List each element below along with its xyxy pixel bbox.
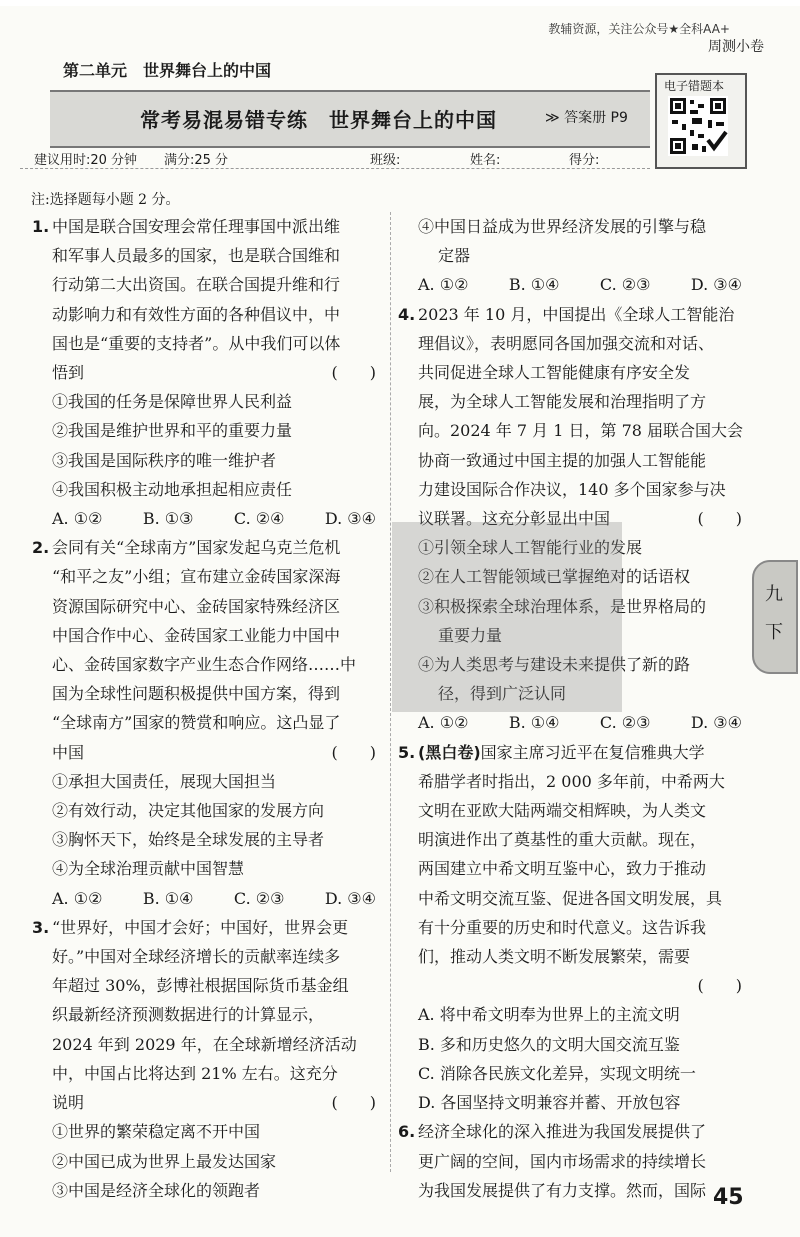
choice-c[interactable]: C. 消除各民族文化差异，实现文明统一 — [418, 1063, 696, 1083]
stem-line: 中国 — [52, 742, 85, 762]
choice-row — [398, 270, 748, 299]
option-statement: ②我国是维护世界和平的重要力量 — [52, 421, 293, 441]
stem-line: 共同促进全球人工智能健康有序安全发 — [418, 363, 691, 383]
option-statement: ④为全球治理贡献中国智慧 — [52, 859, 245, 879]
suggested-time: 建议用时:20 分钟 — [34, 153, 138, 168]
question-tag: (黑白卷) — [418, 742, 481, 762]
score-label: 得分: — [569, 153, 600, 168]
stem-line: 国为全球性问题积极提供中国方案，得到 — [52, 684, 341, 704]
answer-blank[interactable]: ( ) — [331, 1093, 376, 1113]
choice-a[interactable]: A. ①② — [418, 713, 469, 733]
option-statement: ③胸怀天下，始终是全球发展的主导者 — [52, 830, 325, 850]
option-statement: ①我国的任务是保障世界人民利益 — [52, 392, 293, 412]
name-label: 姓名: — [470, 153, 501, 168]
question-1 — [32, 212, 382, 533]
stem-line: “全球南方”国家的赞赏和响应。这凸显了 — [52, 713, 341, 733]
stem-line: 两国建立中希文明互鉴中心，致力于推动 — [418, 859, 707, 879]
column-divider — [390, 212, 391, 1172]
option-statement: ①承担大国责任，展现大国担当 — [52, 771, 277, 791]
stem-line: 明演进作出了奠基性的重大贡献。现在， — [418, 830, 707, 850]
unit-title: 第二单元 世界舞台上的中国 — [63, 61, 272, 80]
choice-a[interactable]: A. ①② — [52, 888, 103, 908]
stem-line: 有十分重要的历史和时代意义。这告诉我 — [418, 917, 707, 937]
stem-line: 国家主席习近平在复信雅典大学 — [480, 742, 705, 762]
choice-b[interactable]: B. ①④ — [508, 713, 560, 733]
stem-line: 好。”中国对全球经济增长的贡献率连续多 — [52, 947, 341, 967]
class-label: 班级: — [370, 153, 401, 168]
option-statement: ④为人类思考与建设未来提供了新的路 — [418, 655, 691, 675]
option-statement: ④中国日益成为世界经济发展的引擎与稳 — [418, 217, 707, 236]
question-2 — [32, 533, 382, 913]
stem-line: “和平之友”小组；宣布建立金砖国家深海 — [52, 567, 341, 587]
instruction-note: 注:选择题每小题 2 分。 — [31, 192, 180, 208]
stem-line: 议联署。这充分彰显出中国 — [418, 509, 611, 529]
option-statement: ③积极探索全球治理体系，是世界格局的 — [418, 596, 707, 616]
stem-line: 2023 年 10 月，中国提出《全球人工智能治 — [418, 304, 735, 324]
stem-line: 会同有关“全球南方”国家发起乌克兰危机 — [52, 538, 341, 558]
choice-d[interactable]: D. ③④ — [690, 713, 742, 733]
option-statement: ②有效行动，决定其他国家的发展方向 — [52, 801, 325, 821]
page-title: 常考易混易错专练 世界舞台上的中国 — [140, 108, 497, 132]
meta-divider — [20, 168, 650, 169]
choice-c[interactable]: C. ②③ — [233, 888, 285, 908]
choice-c[interactable]: C. ②③ — [599, 275, 651, 295]
stem-line: 动影响力和有效性方面的各种倡议中，中 — [52, 304, 341, 324]
choice-c[interactable]: C. ②④ — [233, 509, 285, 529]
option-statement: 定器 — [438, 246, 471, 266]
stem-line: 悟到 — [52, 363, 85, 383]
choice-d[interactable]: D. ③④ — [324, 509, 376, 529]
question-3 — [32, 913, 382, 1205]
answer-blank[interactable]: ( ) — [697, 509, 742, 529]
choice-d[interactable]: D. 各国坚持文明兼容并蓄、开放包容 — [418, 1093, 681, 1113]
side-tab-term: 下 — [765, 622, 783, 643]
stem-line: 说明 — [52, 1093, 85, 1113]
question-5 — [398, 738, 748, 1118]
stem-line: 和军事人员最多的国家，也是联合国维和 — [52, 246, 341, 266]
option-statement: ③我国是国际秩序的唯一维护者 — [52, 450, 277, 470]
choice-a[interactable]: A. ①② — [418, 275, 469, 295]
question-number: 6. — [398, 1122, 416, 1142]
stem-line: 中国合作中心、金砖国家工业能力中国中 — [52, 625, 341, 645]
option-statement: ②中国已成为世界上最发达国家 — [52, 1151, 277, 1171]
stem-line: “世界好，中国才会好；中国好，世界会更 — [52, 917, 349, 937]
question-number: 3. — [32, 917, 50, 937]
option-statement: ①世界的繁荣稳定离不开中国 — [52, 1122, 261, 1142]
stem-line: 希腊学者时指出，2 000 多年前，中希两大 — [418, 771, 725, 791]
choice-row — [32, 884, 382, 913]
stem-line: 织最新经济预测数据进行的计算显示， — [52, 1005, 325, 1025]
choice-a[interactable]: A. 将中希文明奉为世界上的主流文明 — [418, 1005, 680, 1025]
choice-d[interactable]: D. ③④ — [690, 275, 742, 295]
stem-line: 更广阔的空间，国内市场需求的持续增长 — [418, 1151, 707, 1171]
corner-note: 教辅资源，关注公众号★全科AA+ — [548, 22, 730, 36]
option-statement: ①引领全球人工智能行业的发展 — [418, 538, 643, 558]
stem-line: 中国是联合国安理会常任理事国中派出维 — [52, 217, 341, 236]
stem-line: 理倡议》，表明愿同各国加强交流和对话、 — [418, 333, 715, 353]
option-statement: 径，得到广泛认同 — [438, 684, 567, 704]
stem-line: 力建设国际合作决议，140 多个国家参与决 — [418, 479, 726, 499]
stem-line: 资源国际研究中心、金砖国家特殊经济区 — [52, 596, 341, 616]
choice-a[interactable]: A. ①② — [52, 509, 103, 529]
choice-b[interactable]: B. 多和历史悠久的文明大国交流互鉴 — [418, 1034, 680, 1054]
choice-row — [32, 504, 382, 533]
question-number: 5. — [398, 742, 416, 762]
question-3-continued — [398, 212, 748, 300]
stem-line: 为我国发展提供了有力支撑。然而，国际 — [418, 1180, 707, 1200]
qr-label: 电子错题本 — [664, 79, 725, 93]
page-number: 45 — [713, 1185, 744, 1210]
full-score: 满分:25 分 — [164, 153, 229, 168]
question-number: 1. — [32, 217, 50, 236]
question-number: 4. — [398, 304, 416, 324]
stem-line: 向。2024 年 7 月 1 日，第 78 届联合国大会 — [418, 421, 744, 441]
stem-line: 协商一致通过中国主提的加强人工智能能 — [418, 450, 707, 470]
side-tab-grade: 九 — [765, 584, 783, 605]
stem-line: 行动第二大出资国。在联合国提升维和行 — [52, 275, 341, 295]
stem-line: 中希文明交流互鉴、促进各国文明发展，具 — [418, 888, 723, 908]
answer-blank[interactable]: ( ) — [331, 363, 376, 383]
grade-side-tab — [752, 560, 798, 674]
stem-line: 年超过 30%，彭博社根据国际货币基金组 — [52, 976, 349, 996]
stem-line: 心、金砖国家数字产业生态合作网络……中 — [52, 655, 357, 675]
option-statement: ②在人工智能领域已掌握绝对的话语权 — [418, 567, 691, 587]
answer-blank[interactable]: ( ) — [331, 742, 376, 762]
choice-b[interactable]: B. ①③ — [142, 509, 194, 529]
stem-line: 文明在亚欧大陆两端交相辉映，为人类文 — [418, 801, 707, 821]
watermark-block — [392, 522, 622, 712]
stem-line: 中，中国占比将达到 21% 左右。这充分 — [52, 1063, 338, 1083]
corner-tag: 周测小卷 — [708, 39, 764, 55]
answer-blank[interactable]: ( ) — [697, 976, 742, 996]
stem-line: 展，为全球人工智能发展和治理指明了方 — [418, 392, 707, 412]
stem-line: 们，推动人类文明不断发展繁荣，需要 — [418, 947, 691, 967]
choice-row — [398, 708, 748, 737]
option-statement: 重要力量 — [438, 625, 503, 645]
choice-b[interactable]: B. ①④ — [508, 275, 560, 295]
stem-line: 经济全球化的深入推进为我国发展提供了 — [418, 1122, 707, 1142]
stem-line: 国也是“重要的支持者”。从中我们可以体 — [52, 333, 341, 353]
question-number: 2. — [32, 538, 50, 558]
choice-d[interactable]: D. ③④ — [324, 888, 376, 908]
top-edge — [0, 0, 800, 6]
question-6 — [398, 1117, 748, 1205]
choice-c[interactable]: C. ②③ — [599, 713, 651, 733]
choice-b[interactable]: B. ①④ — [142, 888, 194, 908]
left-column — [32, 212, 382, 1205]
option-statement: ③中国是经济全球化的领跑者 — [52, 1180, 261, 1200]
stem-line: 2024 年到 2029 年，在全球新增经济活动 — [52, 1034, 357, 1054]
qr-code-icon — [668, 96, 728, 156]
option-statement: ④我国积极主动地承担起相应责任 — [52, 479, 293, 499]
answer-reference: ≫ 答案册 P9 — [545, 110, 628, 126]
